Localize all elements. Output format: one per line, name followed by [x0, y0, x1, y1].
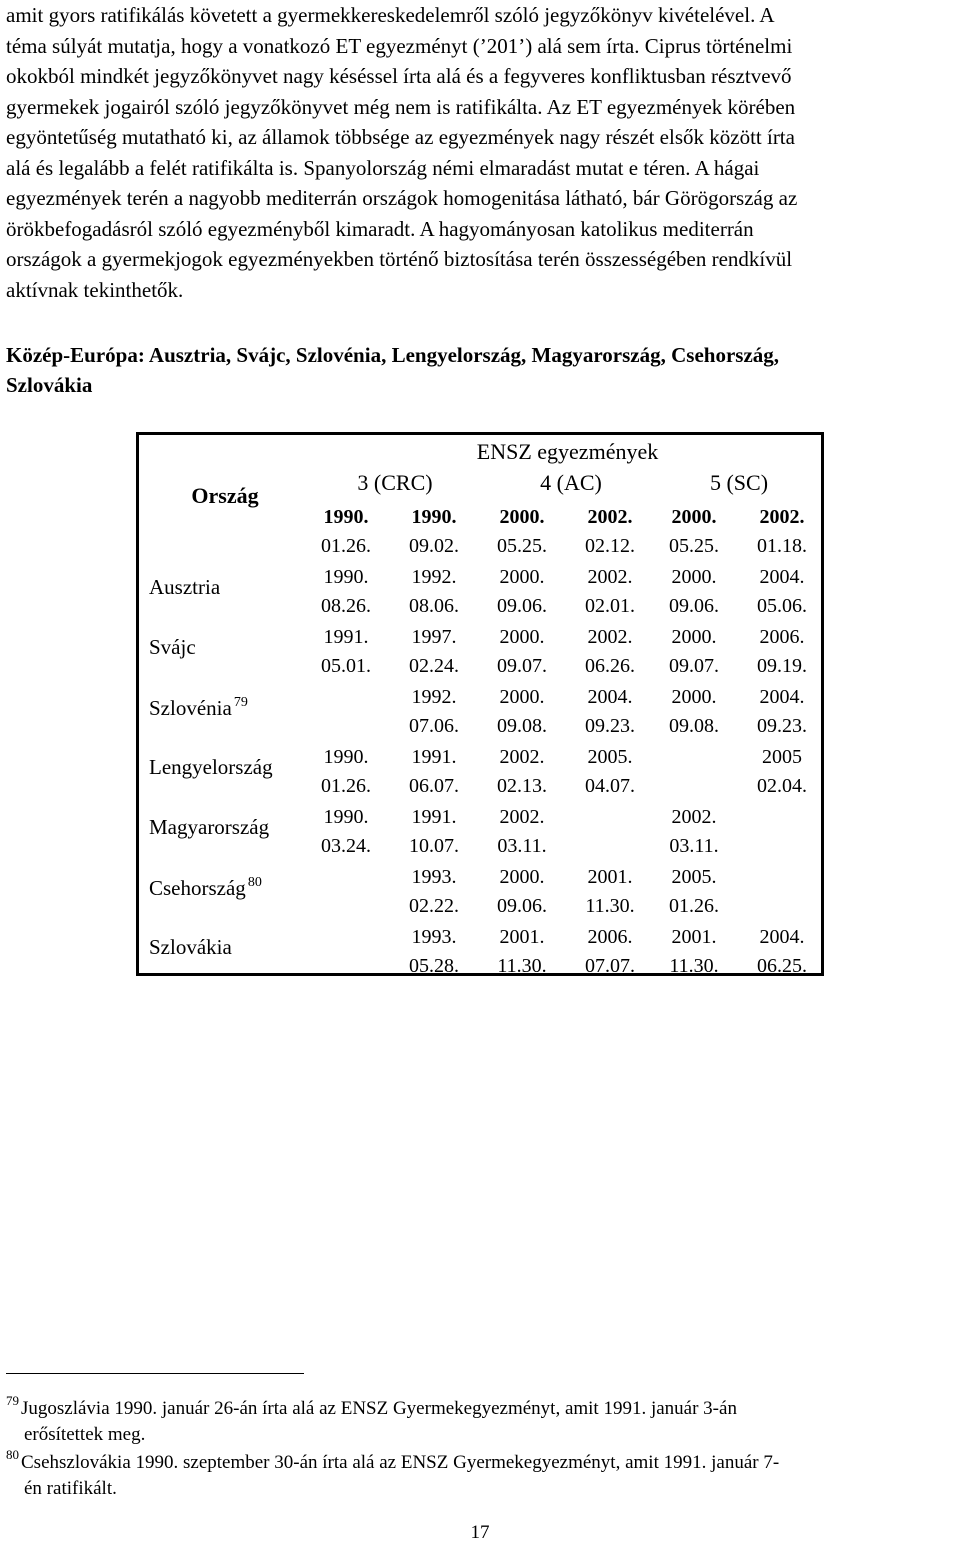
- date-line: 2002.: [499, 746, 545, 768]
- footnote-79: [6, 1388, 956, 1448]
- date-cell: [651, 563, 737, 621]
- group-header-sc: 5 (SC): [709, 470, 769, 495]
- date-line: 03.11.: [497, 835, 547, 857]
- date-line: 02.13.: [497, 775, 547, 797]
- heading-line: Közép-Európa: Ausztria, Svájc, Szlovénia, Lengyelország, Magyarország, Csehország,: [6, 343, 780, 367]
- country-label: Magyarország: [149, 815, 270, 839]
- date-cell: [391, 563, 477, 621]
- date-line: 1991.: [411, 746, 457, 768]
- date-cell: [651, 923, 737, 981]
- date-line: 07.06.: [409, 715, 459, 737]
- date-cell: [651, 683, 737, 741]
- date-line: 2000.: [499, 686, 545, 708]
- date-line: 08.26.: [321, 595, 371, 617]
- country-name: [149, 635, 196, 660]
- date-line: 2005: [762, 746, 802, 768]
- page-number: 17: [470, 1522, 490, 1543]
- country-name: [149, 755, 273, 780]
- date-line: 01.18.: [757, 535, 807, 557]
- date-line: 2001.: [671, 926, 717, 948]
- date-line: 2004.: [759, 686, 805, 708]
- date-line: 09.23.: [757, 715, 807, 737]
- date-line: 2001.: [587, 866, 633, 888]
- country-column: [139, 435, 311, 973]
- date-cell: [567, 563, 653, 621]
- date-line: 2000.: [499, 626, 545, 648]
- date-line: 2004.: [759, 926, 805, 948]
- date-cell: [567, 743, 653, 801]
- date-line: 11.30.: [585, 895, 635, 917]
- date-line: 2002.: [587, 566, 633, 588]
- country-label: Ausztria: [149, 575, 221, 599]
- date-cell: [303, 803, 389, 861]
- footnote-marker: 79: [6, 1393, 19, 1408]
- date-line: 1992.: [411, 566, 457, 588]
- date-line: 09.02.: [409, 535, 459, 557]
- date-line: 09.08.: [669, 715, 719, 737]
- group-header-ac: 4 (AC): [540, 470, 602, 495]
- date-line: 03.24.: [321, 835, 371, 857]
- country-label: Lengyelország: [149, 755, 273, 779]
- country-label: Svájc: [149, 635, 196, 659]
- date-line: 03.11.: [669, 835, 719, 857]
- footnote-ref: 79: [233, 695, 248, 710]
- date-line: 09.06.: [497, 895, 547, 917]
- date-cell: [567, 683, 653, 741]
- date-header-cell: [567, 503, 653, 561]
- date-line: 09.06.: [669, 595, 719, 617]
- footnote-separator: [6, 1373, 304, 1374]
- date-line: 10.07.: [409, 835, 459, 857]
- date-line: 11.30.: [669, 955, 719, 977]
- date-line: 2002.: [587, 506, 633, 528]
- date-line: 2002.: [499, 806, 545, 828]
- date-line: 05.01.: [321, 655, 371, 677]
- date-line: 1990.: [323, 806, 369, 828]
- date-line: 02.01.: [585, 595, 635, 617]
- date-cell: [479, 563, 565, 621]
- date-cell: [567, 863, 653, 921]
- paragraph-line: egyezmények terén a nagyobb mediterrán országok homogenitása látható, bár Görögország az: [6, 186, 798, 210]
- date-cell: [479, 623, 565, 681]
- date-line: 05.06.: [757, 595, 807, 617]
- date-cell: [391, 623, 477, 681]
- date-cell: [303, 623, 389, 681]
- date-header-cell: [739, 503, 825, 561]
- date-line: 05.25.: [497, 535, 547, 557]
- date-cell: [479, 743, 565, 801]
- date-line: 04.07.: [585, 775, 635, 797]
- date-line: 05.25.: [669, 535, 719, 557]
- date-cell: [739, 743, 825, 801]
- footnote-line: [6, 1388, 956, 1422]
- date-line: 11.30.: [497, 955, 547, 977]
- date-line: 2000.: [671, 686, 717, 708]
- paragraph-line: aktívnak tekinthetők.: [6, 277, 184, 302]
- date-line: 1992.: [411, 686, 457, 708]
- date-cell: [479, 683, 565, 741]
- date-line: 06.26.: [585, 655, 635, 677]
- date-cell: [739, 923, 825, 981]
- date-line: 2006.: [587, 926, 633, 948]
- date-line: 2004.: [759, 566, 805, 588]
- date-line: 01.26.: [321, 535, 371, 557]
- date-line: 01.26.: [321, 775, 371, 797]
- date-line: 06.07.: [409, 775, 459, 797]
- footnote-line: én ratifikált.: [24, 1478, 117, 1499]
- date-cell: [567, 623, 653, 681]
- date-line: 2000.: [499, 866, 545, 888]
- paragraph-line: gyermekek jogairól szóló jegyzőkönyvet még nem is ratifikálta. Az ET egyezmények körében: [6, 94, 796, 119]
- group-header-crc: 3 (CRC): [357, 470, 433, 495]
- date-cell: [479, 863, 565, 921]
- date-cell: [479, 923, 565, 981]
- date-line: 2000.: [499, 506, 545, 528]
- paragraph-line: okokból mindkét jegyzőkönyvet nagy késéssel írta alá és a fegyveres konfliktusban résztvevő: [6, 64, 792, 88]
- paragraph-line: amit gyors ratifikálás követett a gyermekkereskedelemről szóló jegyzőkönyv kivételével. A: [6, 3, 775, 27]
- date-line: 2005.: [671, 866, 717, 888]
- date-cell: [391, 923, 477, 981]
- date-cell: [479, 803, 565, 861]
- footnote-line: [6, 1442, 956, 1476]
- date-line: 1997.: [411, 626, 457, 648]
- footnote-80: [6, 1442, 956, 1502]
- country-label: Szlovénia: [149, 696, 232, 720]
- date-line: 2002.: [671, 806, 717, 828]
- date-cell: [391, 743, 477, 801]
- country-name: [149, 575, 220, 600]
- date-line: 09.19.: [757, 655, 807, 677]
- date-cell: [303, 743, 389, 801]
- date-line: 09.07.: [497, 655, 547, 677]
- date-line: 1990.: [323, 506, 369, 528]
- date-line: 2005.: [587, 746, 633, 768]
- date-line: 1990.: [323, 746, 369, 768]
- date-line: 1990.: [323, 566, 369, 588]
- date-cell: [567, 923, 653, 981]
- paragraph-line: örökbefogadásról szóló egyezményből kimaradt. A hagyományosan katolikus mediterrán: [6, 216, 754, 241]
- date-line: 2000.: [671, 506, 717, 528]
- date-cell: [391, 803, 477, 861]
- country-name: [149, 815, 269, 840]
- date-line: 2000.: [499, 566, 545, 588]
- footnote-line: erősítettek meg.: [24, 1424, 146, 1445]
- date-line: 1993.: [411, 866, 457, 888]
- country-name: [149, 695, 248, 721]
- country-name: [149, 935, 232, 960]
- date-line: 09.06.: [497, 595, 547, 617]
- date-line: 1991.: [323, 626, 369, 648]
- paragraph-line: egyöntetűség mutatható ki, az államok többsége az egyezmények nagy részét elsők között írta: [6, 125, 795, 149]
- paragraph-line: téma súlyát mutatja, hogy a vonatkozó ET egyezményt (’201’) alá sem írta. Ciprus történelmi: [6, 33, 793, 58]
- footnote-marker: 80: [6, 1447, 19, 1462]
- date-header-cell: [303, 503, 389, 561]
- table-title: ENSZ egyezmények: [476, 439, 659, 464]
- date-cell: [739, 683, 825, 741]
- footnote-text: Csehszlovákia 1990. szeptember 30-án írta alá az ENSZ Gyermekegyezményt, amit 1991. január 7-: [21, 1452, 780, 1473]
- date-line: 1990.: [411, 506, 457, 528]
- ratification-table: [136, 432, 824, 976]
- date-line: 09.07.: [669, 655, 719, 677]
- date-header-cell: [479, 503, 565, 561]
- date-line: 02.04.: [757, 775, 807, 797]
- date-cell: [739, 563, 825, 621]
- country-label: Szlovákia: [149, 935, 232, 959]
- country-label: Csehország: [149, 876, 246, 900]
- heading-line: Szlovákia: [6, 373, 93, 397]
- date-cell: [739, 623, 825, 681]
- footnote-ref: 80: [247, 875, 262, 890]
- date-line: 05.28.: [409, 955, 459, 977]
- date-line: 02.24.: [409, 655, 459, 677]
- date-line: 02.12.: [585, 535, 635, 557]
- country-header: Ország: [191, 483, 259, 508]
- date-cell: [651, 863, 737, 921]
- country-name: [149, 875, 262, 901]
- date-cell: [651, 803, 737, 861]
- date-line: 07.07.: [585, 955, 635, 977]
- date-line: 09.08.: [497, 715, 547, 737]
- date-line: 2001.: [499, 926, 545, 948]
- date-line: 02.22.: [409, 895, 459, 917]
- date-cell: [391, 863, 477, 921]
- date-line: 2004.: [587, 686, 633, 708]
- date-line: 2000.: [671, 626, 717, 648]
- footnote-text: Jugoszlávia 1990. január 26-án írta alá az ENSZ Gyermekegyezményt, amit 1991. január 3-án: [21, 1398, 737, 1419]
- date-line: 2002.: [587, 626, 633, 648]
- date-line: 2002.: [759, 506, 805, 528]
- date-cell: [391, 683, 477, 741]
- date-line: 1991.: [411, 806, 457, 828]
- date-line: 06.25.: [757, 955, 807, 977]
- date-header-cell: [651, 503, 737, 561]
- date-line: 09.23.: [585, 715, 635, 737]
- date-header-cell: [391, 503, 477, 561]
- paragraph-line: alá és legalább a felét ratifikálta is. Spanyolország némi elmaradást mutat e téren. A hágai: [6, 155, 760, 180]
- body-paragraph: [6, 0, 956, 305]
- date-cell: [651, 623, 737, 681]
- date-line: 2006.: [759, 626, 805, 648]
- date-line: 01.26.: [669, 895, 719, 917]
- date-cell: [303, 563, 389, 621]
- section-heading: [6, 340, 956, 400]
- date-line: 1993.: [411, 926, 457, 948]
- date-line: 08.06.: [409, 595, 459, 617]
- paragraph-line: országok a gyermekjogok egyezményekben történő biztosítása terén összességében rendkívül: [6, 247, 793, 271]
- date-line: 2000.: [671, 566, 717, 588]
